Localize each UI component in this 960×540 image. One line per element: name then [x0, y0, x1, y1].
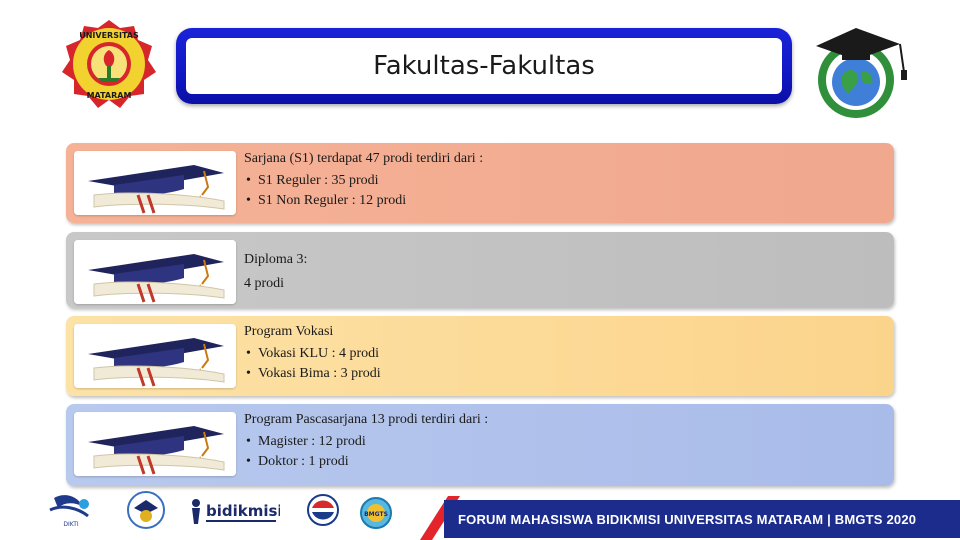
bullet-list	[244, 432, 488, 472]
red-blue-emblem-logo	[306, 492, 340, 530]
universitas-mataram-emblem-icon	[58, 18, 160, 110]
footer-banner-text: FORUM MAHASISWA BIDIKMISI UNIVERSITAS MATARAM | BMGTS 2020	[458, 511, 917, 527]
graduation-cap-diploma-thumbnail	[74, 412, 236, 476]
row-text-diploma	[244, 248, 307, 296]
emblem-logo	[124, 490, 168, 530]
row-heading: Diploma 3:	[244, 252, 308, 267]
graduation-cap-diploma-icon	[74, 412, 236, 476]
row-text-sarjana	[244, 149, 483, 211]
row-heading: Sarjana (S1) terdapat 47 prodi terdiri dari :	[244, 151, 484, 166]
graduation-cap-diploma-thumbnail	[74, 240, 236, 304]
list-item: • Vokasi KLU : 4 prodi	[244, 344, 381, 364]
graduation-cap-diploma-icon	[74, 324, 236, 388]
row-text-pascasarjana	[244, 410, 488, 472]
row-text-vokasi	[244, 322, 381, 384]
dikti-logo	[44, 494, 98, 528]
list-item: • Magister : 12 prodi	[244, 432, 488, 452]
list-item: • Vokasi Bima : 3 prodi	[244, 364, 381, 384]
bidikmisi-label: bidikmisi	[206, 502, 280, 520]
list-item: • S1 Non Reguler : 12 prodi	[244, 191, 483, 211]
row-heading: Program Pascasarjana 13 prodi terdiri dari :	[244, 412, 489, 427]
bidikmisi-logo-icon	[188, 496, 280, 526]
bmgts-logo-icon	[356, 496, 396, 530]
logo-ring-text-bottom: MATARAM	[86, 91, 132, 100]
footer-banner	[420, 496, 960, 540]
bidikmisi-logo	[188, 496, 280, 526]
page-title: Fakultas-Fakultas	[373, 51, 595, 81]
graduation-cap-diploma-icon	[74, 240, 236, 304]
title-banner	[176, 28, 792, 104]
forum-logo	[812, 24, 914, 120]
universitas-mataram-logo	[58, 18, 160, 110]
list-item: • S1 Reguler : 35 prodi	[244, 171, 483, 191]
logo-ring-text-top: UNIVERSITAS	[79, 31, 139, 40]
row-heading: Program Vokasi	[244, 324, 334, 339]
graduation-cap-globe-emblem-icon	[812, 24, 914, 120]
graduation-cap-diploma-thumbnail	[74, 151, 236, 215]
program-row-diploma	[66, 232, 894, 308]
bullet-list	[244, 171, 483, 211]
list-item: • Doktor : 1 prodi	[244, 452, 488, 472]
bmgts-logo	[356, 496, 396, 530]
emblem-logo-icon	[124, 490, 168, 530]
graduation-cap-diploma-thumbnail	[74, 324, 236, 388]
footer-banner-bar	[444, 500, 960, 538]
bullet-list	[244, 344, 381, 384]
program-row-pascasarjana	[66, 404, 894, 486]
dikti-label: DIKTI	[63, 521, 79, 528]
dikti-logo-icon	[44, 494, 98, 528]
bmgts-label: BMGTS	[364, 511, 388, 518]
title-box	[186, 38, 782, 94]
program-row-vokasi	[66, 316, 894, 396]
graduation-cap-diploma-icon	[74, 151, 236, 215]
program-row-sarjana	[66, 143, 894, 223]
red-blue-emblem-icon	[306, 492, 340, 530]
row-line: 4 prodi	[244, 276, 285, 291]
